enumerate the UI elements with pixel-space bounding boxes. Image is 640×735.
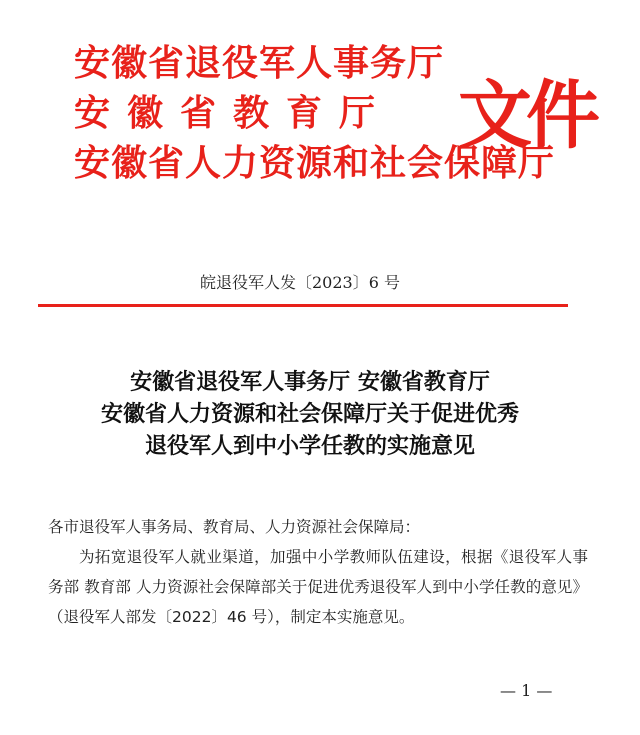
red-divider <box>38 304 568 307</box>
title-line-3: 退役军人到中小学任教的实施意见 <box>144 433 475 459</box>
document-title <box>30 366 590 462</box>
salutation: 各市退役军人事务局、教育局、人力资源社会保障局： <box>48 518 421 536</box>
issuer-human-resources: 安徽省人力资源和社会保障厅 <box>74 142 556 184</box>
document-body <box>48 512 588 632</box>
title-line-2: 安徽省人力资源和社会保障厅关于促进优秀 <box>100 401 519 427</box>
page-number: — 1 — <box>500 681 553 700</box>
title-line-1: 安徽省退役军人事务厅 安徽省教育厅 <box>130 369 490 395</box>
document-word: 文件 <box>458 73 594 159</box>
body-paragraph: 为拓宽退役军人就业渠道，加强中小学教师队伍建设，根据《退役军人事务部 教育部 人力资源社会保障部关于促进优秀退役军人到中小学任教的意见》（退役军人部发〔2022〕46 号），制定本实施意见。 <box>48 548 588 626</box>
issuer-education: 安徽省教育厅 <box>74 92 393 134</box>
document-number: 皖退役军人发〔2023〕6 号 <box>200 273 400 292</box>
issuer-veterans-affairs: 安徽省退役军人事务厅 <box>74 42 445 84</box>
